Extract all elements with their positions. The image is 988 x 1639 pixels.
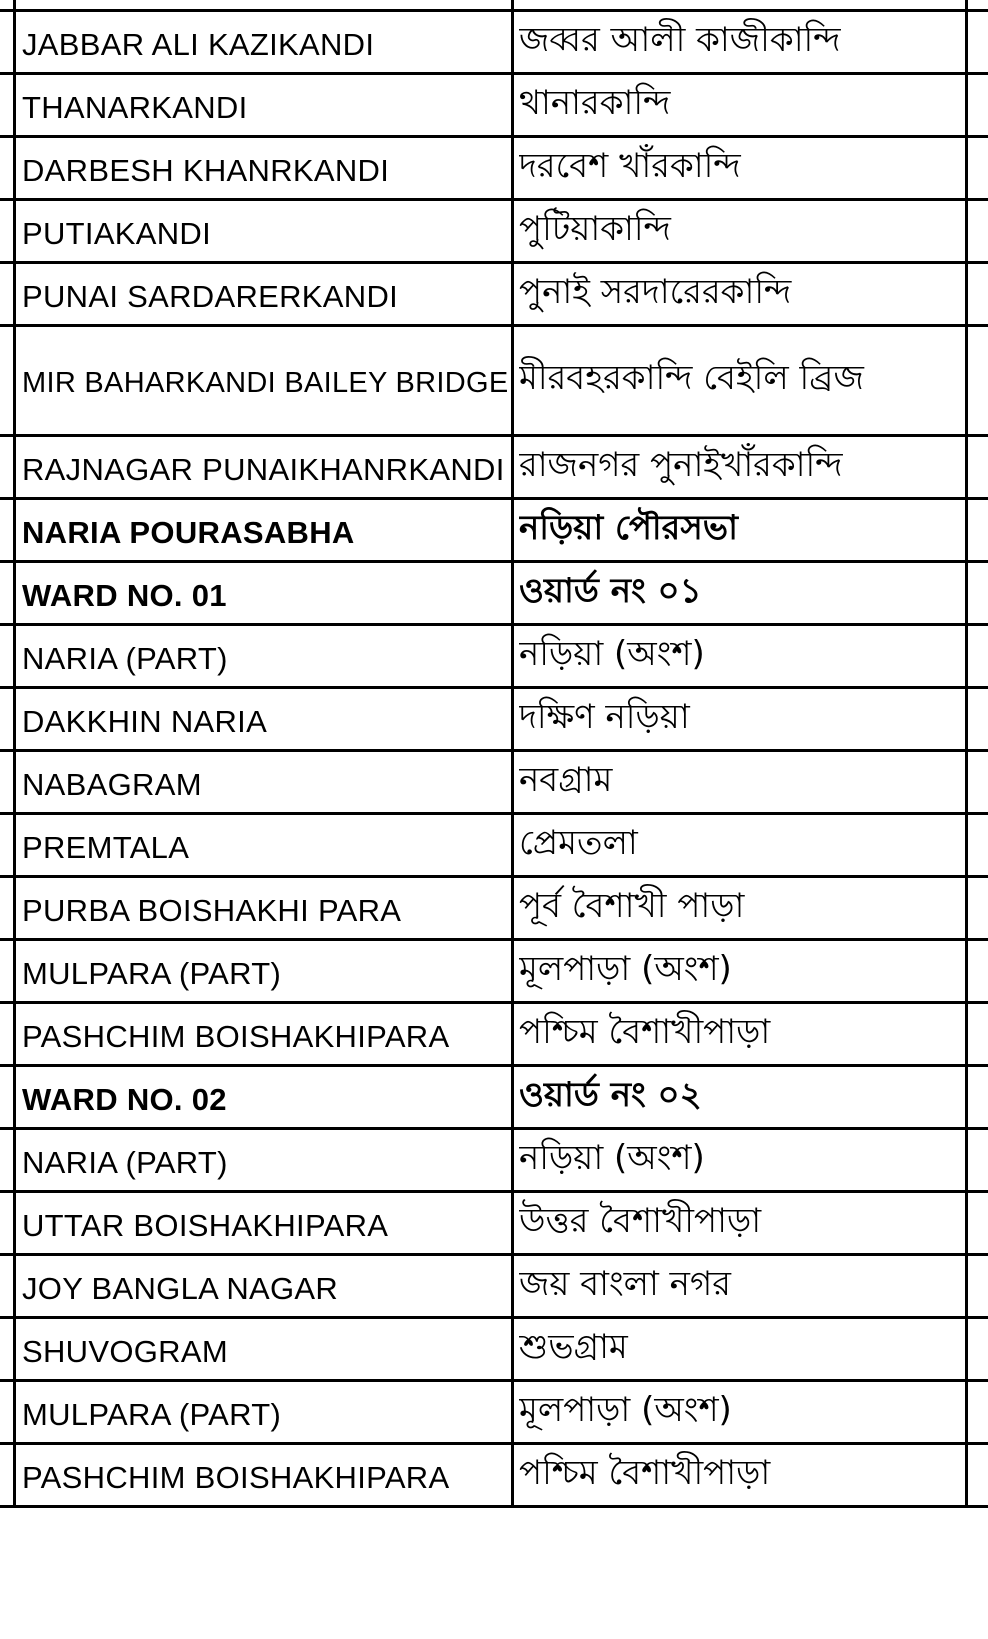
english-name-cell: JABBAR ALI KAZIKANDI [22,27,375,62]
column-divider [13,1004,16,1064]
table-row [0,1382,988,1445]
column-divider [511,1130,514,1190]
column-divider [965,264,968,324]
english-name-cell: MULPARA (PART) [22,956,282,991]
bengali-name-cell: উত্তর বৈশাখীপাড়া [519,1200,762,1241]
column-divider [13,1256,16,1316]
english-name-cell: NARIA (PART) [22,1145,228,1180]
column-divider [511,752,514,812]
english-name-cell: RAJNAGAR PUNAIKHANRKANDI [22,452,505,487]
column-divider [511,1445,514,1505]
bengali-name-cell: জব্বর আলী কাজীকান্দি [519,19,841,60]
bengali-name-cell: দরবেশ খাঁরকান্দি [519,145,741,186]
column-divider [13,12,16,72]
bengali-name-cell: পুনাই সরদারেরকান্দি [519,271,792,312]
column-divider [13,1319,16,1379]
column-divider [511,1067,514,1127]
bengali-name-cell: পূর্ব বৈশাখী পাড়া [519,885,745,926]
english-name-cell: PUNAI SARDARERKANDI [22,279,399,314]
english-name-cell: JOY BANGLA NAGAR [22,1271,339,1306]
english-name-cell: MIR BAHARKANDI BAILEY BRIDGE [22,367,509,399]
bengali-name-cell: নড়িয়া পৌরসভা [519,507,738,548]
column-divider [965,500,968,560]
bengali-name-cell: নড়িয়া (অংশ) [519,633,705,674]
table-top-edge [0,0,988,12]
bengali-name-cell: রাজনগর পুনাইখাঁরকান্দি [519,444,843,485]
column-divider [511,500,514,560]
english-name-cell: PREMTALA [22,830,190,865]
table-row [0,437,988,500]
column-divider [965,437,968,497]
table-row [0,1004,988,1067]
bengali-name-cell: পশ্চিম বৈশাখীপাড়া [519,1452,771,1493]
column-divider [511,626,514,686]
column-divider [965,689,968,749]
column-divider [511,1256,514,1316]
column-divider [511,1004,514,1064]
english-name-cell: DAKKHIN NARIA [22,704,268,739]
bengali-name-cell: থানারকান্দি [519,82,671,123]
column-divider [511,1382,514,1442]
column-divider [13,1445,16,1505]
table-row [0,12,988,75]
table-row [0,75,988,138]
table-row [0,815,988,878]
table-row [0,1130,988,1193]
bengali-name-cell: পশ্চিম বৈশাখীপাড়া [519,1011,771,1052]
column-divider [965,563,968,623]
bengali-name-cell: পুটিয়াকান্দি [519,208,671,249]
column-divider [13,138,16,198]
column-divider [511,264,514,324]
table-row [0,626,988,689]
bengali-name-cell: ওয়ার্ড নং ০১ [519,570,702,611]
column-divider [13,75,16,135]
column-divider [13,815,16,875]
bengali-name-cell: নবগ্রাম [519,759,613,800]
column-divider [965,327,968,434]
column-divider [13,437,16,497]
column-divider [13,1193,16,1253]
table-row [0,138,988,201]
column-divider [965,75,968,135]
column-divider [965,1382,968,1442]
english-name-cell: WARD NO. 02 [22,1082,227,1117]
bengali-name-cell: নড়িয়া (অংশ) [519,1137,705,1178]
english-name-cell: NARIA (PART) [22,641,228,676]
table-row-heading [0,563,988,626]
english-name-cell: THANARKANDI [22,90,248,125]
table-row [0,1193,988,1256]
bengali-name-cell: ওয়ার্ড নং ০২ [519,1074,702,1115]
english-name-cell: PASHCHIM BOISHAKHIPARA [22,1460,450,1495]
english-name-cell: PASHCHIM BOISHAKHIPARA [22,1019,450,1054]
column-divider [13,327,16,434]
table-row [0,264,988,327]
table-row [0,1319,988,1382]
column-divider [965,12,968,72]
column-divider [13,1067,16,1127]
column-divider [511,878,514,938]
column-divider [965,1193,968,1253]
table-row [0,201,988,264]
column-divider [511,0,514,9]
column-divider [511,12,514,72]
table-row [0,941,988,1004]
table-row [0,1445,988,1508]
bengali-name-cell: মীরবহরকান্দি বেইলি ব্রিজ [519,358,864,398]
table-row [0,1256,988,1319]
column-divider [965,1256,968,1316]
english-name-cell: NARIA POURASABHA [22,515,355,550]
column-divider [511,815,514,875]
column-divider [13,201,16,261]
bengali-name-cell: মূলপাড়া (অংশ) [519,1389,732,1430]
column-divider [511,437,514,497]
table-row [0,327,988,437]
bengali-name-cell: জয় বাংলা নগর [519,1263,731,1304]
column-divider [511,941,514,1001]
column-divider [965,138,968,198]
column-divider [965,1067,968,1127]
bengali-name-cell: দক্ষিণ নড়িয়া [519,696,690,737]
column-divider [511,75,514,135]
column-divider [965,1004,968,1064]
column-divider [13,500,16,560]
column-divider [13,563,16,623]
column-divider [511,1193,514,1253]
column-divider [13,941,16,1001]
column-divider [965,878,968,938]
english-name-cell: UTTAR BOISHAKHIPARA [22,1208,389,1243]
column-divider [965,1319,968,1379]
column-divider [965,0,968,9]
english-name-cell: NABAGRAM [22,767,202,802]
column-divider [13,689,16,749]
column-divider [13,752,16,812]
english-name-cell: PUTIAKANDI [22,216,212,251]
column-divider [13,878,16,938]
column-divider [965,626,968,686]
english-name-cell: WARD NO. 01 [22,578,227,613]
column-divider [965,815,968,875]
column-divider [511,138,514,198]
column-divider [13,626,16,686]
table-row [0,689,988,752]
column-divider [13,1382,16,1442]
english-name-cell: SHUVOGRAM [22,1334,228,1369]
table-row [0,878,988,941]
bengali-name-cell: শুভগ্রাম [519,1326,628,1367]
english-name-cell: MULPARA (PART) [22,1397,282,1432]
column-divider [13,1130,16,1190]
column-divider [511,201,514,261]
column-divider [965,201,968,261]
column-divider [13,264,16,324]
column-divider [511,689,514,749]
english-name-cell: DARBESH KHANRKANDI [22,153,390,188]
column-divider [965,941,968,1001]
table-row-heading [0,1067,988,1130]
column-divider [965,1445,968,1505]
column-divider [965,1130,968,1190]
column-divider [965,752,968,812]
table-row [0,752,988,815]
column-divider [511,1319,514,1379]
bengali-name-cell: প্রেমতলা [519,822,638,863]
column-divider [511,327,514,434]
english-name-cell: PURBA BOISHAKHI PARA [22,893,402,928]
table-row-heading [0,500,988,563]
bengali-name-cell: মূলপাড়া (অংশ) [519,948,732,989]
column-divider [13,0,16,9]
column-divider [511,563,514,623]
